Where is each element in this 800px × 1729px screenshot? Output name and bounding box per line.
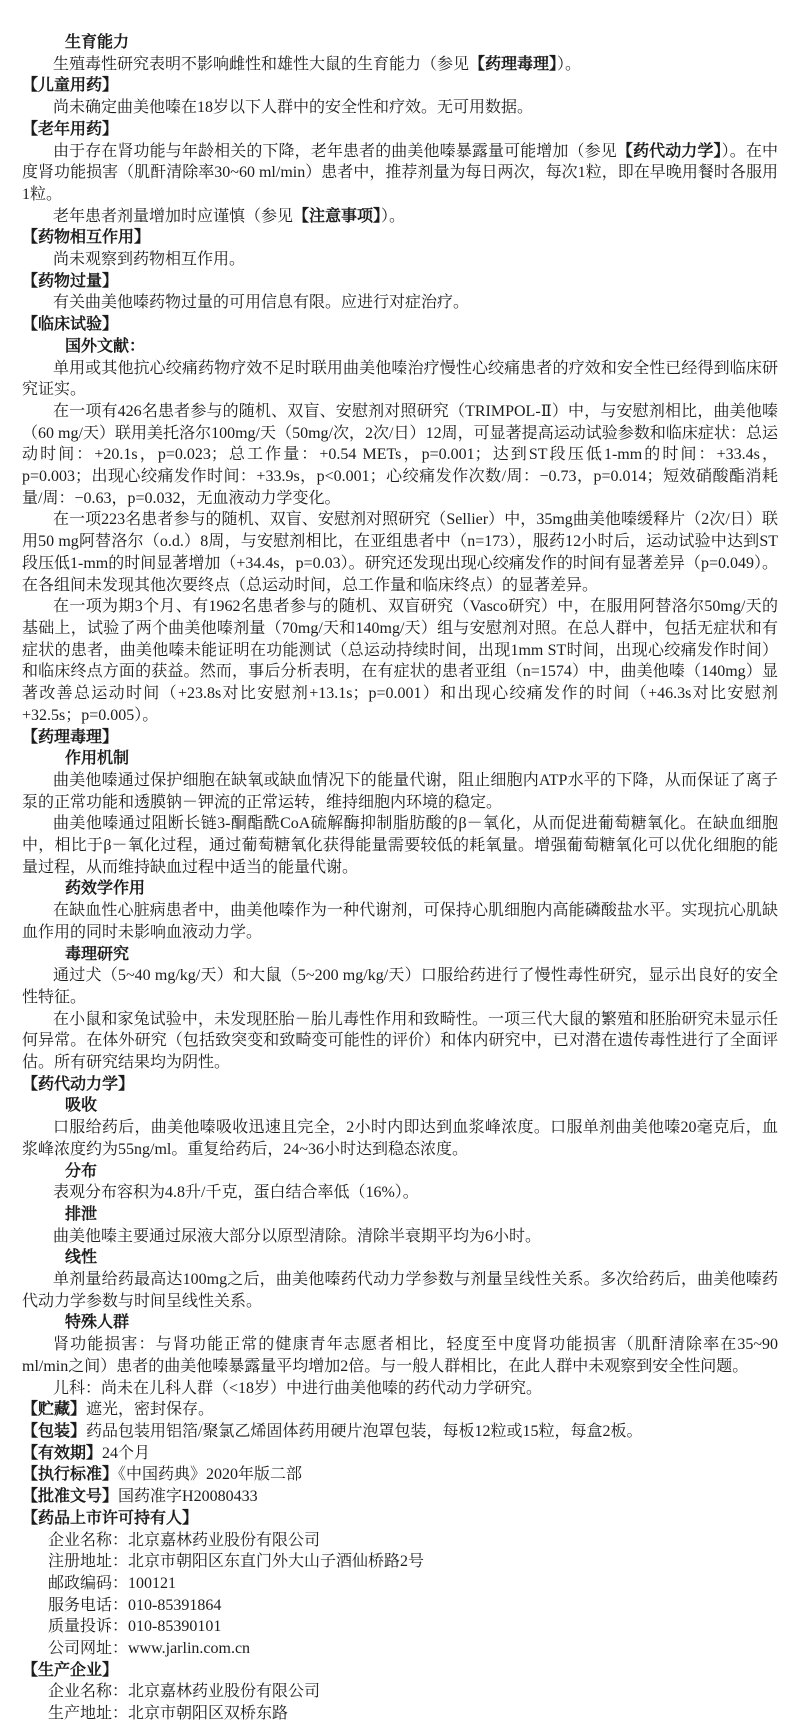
bold-text-run: 【生产企业】 bbox=[22, 1661, 119, 1679]
line-standard bbox=[22, 1464, 778, 1486]
field-mah-company-name bbox=[22, 1530, 778, 1552]
para-distribution bbox=[22, 1182, 778, 1204]
section-pharmacokinetics bbox=[22, 1074, 778, 1096]
bold-text-run: 【执行标准】 bbox=[22, 1466, 119, 1484]
text-run: 有关曲美他嗪药物过量的可用信息有限。应进行对症治疗。 bbox=[53, 294, 470, 312]
section-manufacturer bbox=[22, 1660, 778, 1682]
para-mechanism-2 bbox=[22, 813, 778, 878]
bold-text-run: 【有效期】 bbox=[22, 1444, 103, 1462]
subheading-absorption bbox=[22, 1095, 778, 1117]
bold-text-run: 【药理毒理】 bbox=[469, 55, 558, 73]
bold-text-run: 【批准文号】 bbox=[22, 1488, 119, 1506]
text-run: 在一项有426名患者参与的随机、双盲、安慰剂对照研究（TRIMPOL-Ⅱ）中，与安慰剂相比，曲美他嗪（60 mg/天）联用美托洛尔100mg/天（50mg/次，2次/日）12周，可显著提高运动试验参数和临床症状：总运动时间：+20.1s，p=0.023；总工作量：+0.54 METs，p=0.001；达到ST段压低1-mm的时间：+33.4s，p=0.003；出现心绞痛发作时间：+33.9s，p<0.001；心绞痛发作次数/周：−0.73，p=0.014；短效硝酸酯消耗量/周：−0.63，p=0.032，无血液动力学变化。 bbox=[22, 402, 778, 507]
text-run: ）。 bbox=[557, 55, 582, 73]
text-run: 《中国药典》2020年版二部 bbox=[118, 1466, 303, 1484]
bold-text-run: 药效学作用 bbox=[65, 880, 146, 898]
text-run: 在小鼠和家兔试验中，未发现胚胎－胎儿毒性作用和致畸性。一项三代大鼠的繁殖和胚胎研究未显示任何异常。在体外研究（包括致突变和致畸变可能性的评价）和体内研究中，已对潜在遗传毒性进行了全面评估。所有研究结果均为阴性。 bbox=[22, 1010, 778, 1072]
field-quality-complaint-phone bbox=[22, 1616, 778, 1638]
text-run: 企业名称：北京嘉林药业股份有限公司 bbox=[48, 1683, 321, 1701]
text-run: 单剂量给药最高达100mg之后，曲美他嗪药代动力学参数与剂量呈线性关系。多次给药后，曲美他嗪药代动力学参数与时间呈线性关系。 bbox=[22, 1271, 778, 1310]
bold-text-run: 国外文献： bbox=[65, 337, 146, 355]
line-storage bbox=[22, 1399, 778, 1421]
section-clinical-trials bbox=[22, 314, 778, 336]
section-geriatric-use bbox=[22, 119, 778, 141]
text-run: 单用或其他抗心绞痛药物疗效不足时联用曲美他嗪治疗慢性心绞痛患者的疗效和安全性已经得到临床研究证实。 bbox=[22, 359, 778, 399]
text-run: 公司网址：www.jarlin.com.cn bbox=[48, 1640, 251, 1658]
para-sellier-study bbox=[22, 509, 778, 596]
para-toxicology-2 bbox=[22, 1009, 778, 1074]
bold-text-run: 【药品上市许可持有人】 bbox=[22, 1509, 199, 1527]
text-run: 服务电话：010-85391864 bbox=[48, 1596, 222, 1614]
text-run: 生产地址：北京市朝阳区双桥东路 bbox=[48, 1705, 289, 1723]
drug-insert-body bbox=[22, 32, 778, 1725]
text-run: 邮政编码：100121 bbox=[48, 1574, 177, 1592]
bold-text-run: 【临床试验】 bbox=[22, 316, 119, 334]
subheading-fertility bbox=[22, 32, 778, 54]
para-excretion bbox=[22, 1226, 778, 1248]
bold-text-run: 【药物相互作用】 bbox=[22, 229, 151, 247]
text-run: 注册地址：北京市朝阳区东直门外大山子酒仙桥路2号 bbox=[48, 1553, 425, 1571]
text-run: 老年患者剂量增加时应谨慎（参见 bbox=[53, 207, 294, 225]
subheading-distribution bbox=[22, 1161, 778, 1183]
bold-text-run: 特殊人群 bbox=[65, 1314, 130, 1332]
text-run: 24个月 bbox=[102, 1444, 151, 1462]
bold-text-run: 生育能力 bbox=[65, 34, 130, 51]
bold-text-run: 【贮藏】 bbox=[22, 1401, 87, 1419]
subheading-mechanism bbox=[22, 748, 778, 770]
text-run: 肾功能损害：与肾功能正常的健康青年志愿者相比，轻度至中度肾功能损害（肌酐清除率在35~90 ml/min之间）患者的曲美他嗪暴露量平均增加2倍。与一般人群相比，在此人群中未观察到安全性问题。 bbox=[22, 1336, 778, 1375]
para-overdose bbox=[22, 292, 778, 314]
field-company-website bbox=[22, 1638, 778, 1660]
text-run: 曲美他嗪通过阻断长链3-酮酯酰CoA硫解酶抑制脂肪酸的β－氧化，从而促进葡萄糖氧化。在缺血细胞中，相比于β－氧化过程，通过葡萄糖氧化获得能量需要较低的耗氧量。增强葡萄糖氧化可以优化细胞的能量过程，从而维持缺血过程中适当的能量代谢。 bbox=[22, 815, 778, 876]
para-fertility bbox=[22, 54, 778, 76]
section-drug-interactions bbox=[22, 227, 778, 249]
para-drug-interactions bbox=[22, 249, 778, 271]
section-pharmacology-toxicology bbox=[22, 727, 778, 749]
text-run: 口服给药后，曲美他嗪吸收迅速且完全，2小时内即达到血浆峰浓度。口服单剂曲美他嗪20毫克后，血浆峰浓度约为55ng/ml。重复给药后，24~36小时达到稳态浓度。 bbox=[22, 1119, 778, 1158]
para-pediatric-use bbox=[22, 97, 778, 119]
bold-text-run: 【老年用药】 bbox=[22, 120, 119, 138]
para-geriatric-use-1 bbox=[22, 141, 778, 206]
para-clinical-intro bbox=[22, 358, 778, 401]
para-pediatrics-pk bbox=[22, 1378, 778, 1400]
field-postal-code bbox=[22, 1573, 778, 1595]
text-run: 遮光，密封保存。 bbox=[86, 1401, 215, 1419]
bold-text-run: 【药代动力学】 bbox=[616, 142, 722, 160]
section-marketing-authorization-holder bbox=[22, 1508, 778, 1530]
para-renal-impairment bbox=[22, 1334, 778, 1377]
bold-text-run: 作用机制 bbox=[65, 750, 130, 768]
bold-text-run: 毒理研究 bbox=[65, 945, 130, 963]
line-shelf-life bbox=[22, 1443, 778, 1465]
section-overdose bbox=[22, 271, 778, 293]
text-run: 在缺血性心脏病患者中，曲美他嗪作为一种代谢剂，可保持心肌细胞内高能磷酸盐水平。实现抗心肌缺血作用的同时未影响血液动力学。 bbox=[22, 902, 778, 941]
bold-text-run: 【儿童用药】 bbox=[22, 77, 119, 95]
text-run: 尚未确定曲美他嗪在18岁以下人群中的安全性和疗效。无可用数据。 bbox=[53, 99, 534, 117]
para-trimpol-study bbox=[22, 401, 778, 510]
para-geriatric-use-2 bbox=[22, 206, 778, 228]
bold-text-run: 排泄 bbox=[65, 1205, 98, 1223]
bold-text-run: 【药物过量】 bbox=[22, 272, 119, 290]
text-run: 曲美他嗪主要通过尿液大部分以原型清除。清除半衰期平均为6小时。 bbox=[53, 1227, 542, 1245]
text-run: ）。在中度肾功能损害（肌酐清除率30~60 ml/min）患者中，推荐剂量为每日两次，每次1粒，即在早晚用餐时各服用1粒。 bbox=[22, 142, 778, 203]
text-run: 表观分布容积为4.8升/千克，蛋白结合率低（16%）。 bbox=[53, 1184, 419, 1202]
bold-text-run: 吸收 bbox=[65, 1097, 98, 1115]
bold-text-run: 【药理毒理】 bbox=[22, 728, 119, 746]
bold-text-run: 线性 bbox=[65, 1249, 98, 1267]
text-run: 儿科：尚未在儿科人群（<18岁）中进行曲美他嗪的药代动力学研究。 bbox=[53, 1379, 543, 1397]
field-manufacturer-company-name bbox=[22, 1681, 778, 1703]
text-run: 国药准字H20080433 bbox=[118, 1488, 258, 1506]
text-run: 生殖毒性研究表明不影响雌性和雄性大鼠的生育能力（参见 bbox=[53, 55, 470, 73]
text-run: 由于存在肾功能与年龄相关的下降，老年患者的曲美他嗪暴露量可能增加（参见 bbox=[53, 142, 617, 160]
bold-text-run: 分布 bbox=[65, 1162, 98, 1180]
para-absorption bbox=[22, 1117, 778, 1160]
line-approval-number bbox=[22, 1486, 778, 1508]
field-manufacturer-production-address bbox=[22, 1703, 778, 1725]
subheading-toxicology bbox=[22, 944, 778, 966]
subheading-pharmacodynamics bbox=[22, 878, 778, 900]
field-mah-registered-address bbox=[22, 1551, 778, 1573]
subheading-foreign-literature bbox=[22, 336, 778, 358]
line-packaging bbox=[22, 1421, 778, 1443]
text-run: 质量投诉：010-85390101 bbox=[48, 1618, 222, 1636]
para-toxicology-1 bbox=[22, 965, 778, 1008]
text-run: 药品包装用铝箔/聚氯乙烯固体药用硬片泡罩包装，每板12粒或15粒，每盒2板。 bbox=[86, 1423, 643, 1440]
section-pediatric-use bbox=[22, 75, 778, 97]
text-run: 企业名称：北京嘉林药业股份有限公司 bbox=[48, 1531, 321, 1549]
para-pharmacodynamics bbox=[22, 900, 778, 943]
para-vasco-study bbox=[22, 596, 778, 726]
bold-text-run: 【药代动力学】 bbox=[22, 1075, 135, 1093]
bold-text-run: 【包装】 bbox=[22, 1423, 87, 1440]
para-linearity bbox=[22, 1269, 778, 1312]
text-run: 在一项为期3个月、有1962名患者参与的随机、双盲研究（Vasco研究）中，在服用阿替洛尔50mg/天的基础上，试验了两个曲美他嗪剂量（70mg/天和140mg/天）组与安慰剂对照。在总人群中，包括无症状和有症状的患者，曲美他嗪未能证明在功能测试（总运动持续时间，出现1mm ST时间，出现心绞痛发作时间）和临床终点方面的获益。然而，事后分析表明，在有症状的患者亚组（n=1574）中，曲美他嗪（140mg）显著改善总运动时间（+23.8s对比安慰剂+13.1s；p=0.001）和出现心绞痛发作的时间（+46.3s对比安慰剂+32.5s；p=0.005）。 bbox=[22, 598, 778, 724]
subheading-linearity bbox=[22, 1247, 778, 1269]
field-service-phone bbox=[22, 1595, 778, 1617]
bold-text-run: 【注意事项】 bbox=[293, 207, 382, 225]
subheading-excretion bbox=[22, 1204, 778, 1226]
subheading-special-populations bbox=[22, 1312, 778, 1334]
text-run: 尚未观察到药物相互作用。 bbox=[53, 251, 246, 269]
text-run: 曲美他嗪通过保护细胞在缺氧或缺血情况下的能量代谢，阻止细胞内ATP水平的下降，从而保证了离子泵的正常功能和透膜钠－钾流的正常运转，维持细胞内环境的稳定。 bbox=[22, 771, 778, 811]
text-run: ）。 bbox=[381, 207, 406, 225]
text-run: 通过犬（5~40 mg/kg/天）和大鼠（5~200 mg/kg/天）口服给药进行了慢性毒性研究，显示出良好的安全性特征。 bbox=[22, 967, 778, 1006]
text-run: 在一项223名患者参与的随机、双盲、安慰剂对照研究（Sellier）中，35mg曲美他嗪缓释片（2次/日）联用50 mg阿替洛尔（o.d.）8周，与安慰剂相比，在亚组患者中（n=173），服药12小时后，运动试验中达到ST段压低1-mm的时间显著增加（+34.4s，p=0.03）。研究还发现出现心绞痛发作的时间有显著差异（p=0.049）。在各组间未发现其他次要终点（总运动时间，总工作量和临床终点）的显著差异。 bbox=[22, 511, 778, 594]
para-mechanism-1 bbox=[22, 770, 778, 813]
